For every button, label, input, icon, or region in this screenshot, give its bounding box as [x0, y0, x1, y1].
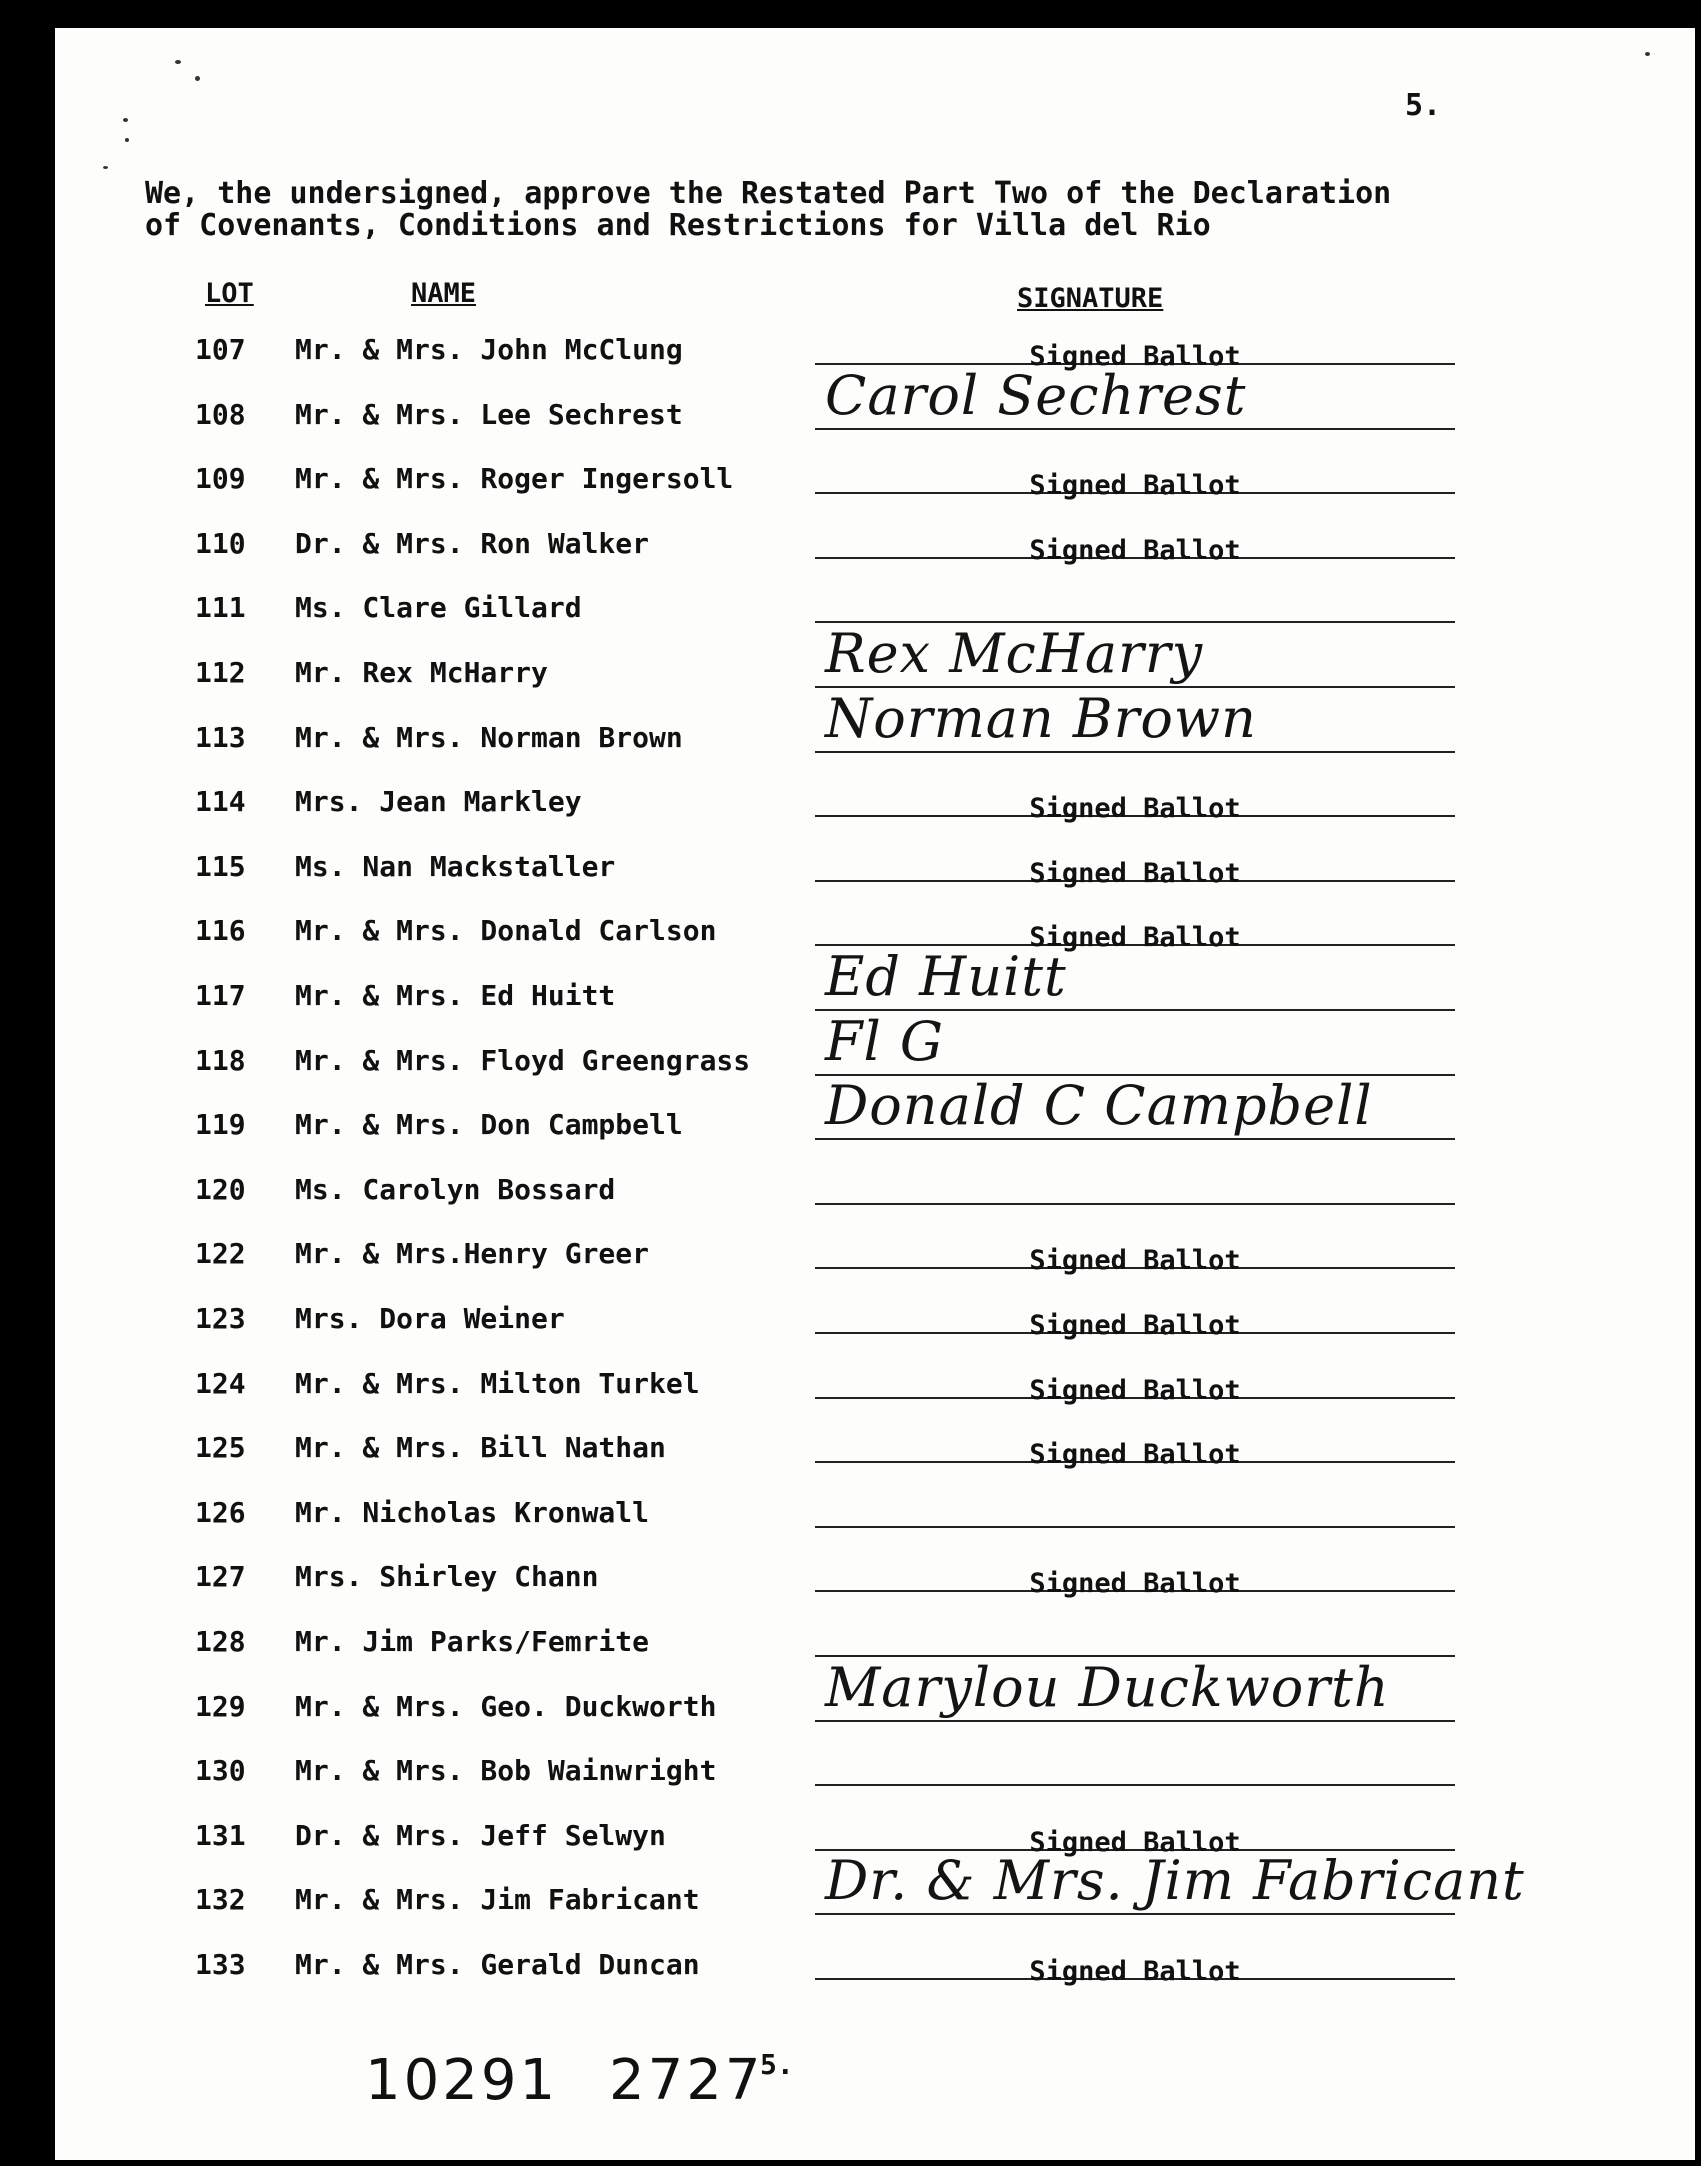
owner-name: Mrs. Dora Weiner	[295, 1302, 565, 1335]
footer-page-number: 5.	[760, 2048, 794, 2081]
signature-status: Signed Ballot	[1029, 341, 1241, 372]
table-row	[55, 1237, 1695, 1301]
owner-name: Mr. & Mrs. Milton Turkel	[295, 1367, 700, 1400]
intro-line-1: We, the undersigned, approve the Restated Part Two of the Declaration	[145, 176, 1392, 211]
table-row	[55, 1367, 1695, 1431]
intro-paragraph	[145, 178, 1645, 242]
table-row	[55, 1302, 1695, 1366]
owner-name: Mrs. Shirley Chann	[295, 1560, 599, 1593]
handwritten-signature: Donald C Campbell	[825, 1074, 1373, 1137]
lot-number: 128	[195, 1625, 246, 1658]
table-row	[55, 462, 1695, 526]
signature-line	[815, 1720, 1455, 1722]
document-page	[55, 28, 1695, 2160]
owner-name: Mr. & Mrs. Norman Brown	[295, 721, 683, 754]
owner-name: Mr. & Mrs. Geo. Duckworth	[295, 1690, 717, 1723]
owner-name: Mr. & Mrs. Floyd Greengrass	[295, 1044, 751, 1077]
signature-status: Signed Ballot	[1029, 470, 1241, 501]
lot-number: 127	[195, 1560, 246, 1593]
lot-number: 125	[195, 1431, 246, 1464]
document-number: 10291 2727	[365, 2048, 764, 2113]
header-lot: LOT	[205, 278, 254, 309]
table-row	[55, 1656, 1695, 1754]
owner-name: Mr. & Mrs. Lee Sechrest	[295, 398, 683, 431]
signature-status: Signed Ballot	[1029, 1827, 1241, 1858]
owner-name: Mr. & Mrs. Roger Ingersoll	[295, 462, 734, 495]
table-row	[55, 1560, 1695, 1624]
lot-number: 122	[195, 1237, 246, 1270]
signature-line	[815, 1526, 1455, 1528]
table-row	[55, 1754, 1695, 1818]
table-row	[55, 1173, 1695, 1237]
signature-status: Signed Ballot	[1029, 1245, 1241, 1276]
table-row	[55, 850, 1695, 914]
page-number: 5.	[1405, 88, 1442, 123]
handwritten-signature: Rex McHarry	[825, 622, 1204, 685]
handwritten-signature: Norman Brown	[825, 687, 1257, 750]
owner-name: Dr. & Mrs. Ron Walker	[295, 527, 650, 560]
owner-name: Mr. & Mrs. Don Campbell	[295, 1108, 683, 1141]
owner-name: Mr. & Mrs. Gerald Duncan	[295, 1948, 700, 1981]
table-row	[55, 1849, 1695, 1947]
table-row	[55, 785, 1695, 849]
handwritten-signature: Carol Sechrest	[825, 364, 1247, 427]
signature-line	[815, 428, 1455, 430]
lot-number: 115	[195, 850, 246, 883]
signature-line	[815, 1203, 1455, 1205]
table-row	[55, 1496, 1695, 1560]
lot-number: 126	[195, 1496, 246, 1529]
lot-number: 109	[195, 462, 246, 495]
lot-number: 110	[195, 527, 246, 560]
signature-status: Signed Ballot	[1029, 922, 1241, 953]
signature-line	[815, 1913, 1455, 1915]
lot-number: 132	[195, 1883, 246, 1916]
lot-number: 129	[195, 1690, 246, 1723]
lot-number: 123	[195, 1302, 246, 1335]
header-signature: SIGNATURE	[1017, 283, 1164, 314]
table-row	[55, 527, 1695, 591]
lot-number: 116	[195, 914, 246, 947]
owner-name: Mr. & Mrs. Donald Carlson	[295, 914, 717, 947]
owner-name: Mr. Rex McHarry	[295, 656, 548, 689]
table-row	[55, 687, 1695, 785]
owner-name: Mr. & Mrs. John McClung	[295, 333, 683, 366]
lot-number: 107	[195, 333, 246, 366]
lot-number: 124	[195, 1367, 246, 1400]
table-row	[55, 1074, 1695, 1172]
lot-number: 117	[195, 979, 246, 1012]
handwritten-signature: Fl G	[825, 1010, 945, 1073]
owner-name: Mr. & Mrs. Jim Fabricant	[295, 1883, 700, 1916]
owner-name: Dr. & Mrs. Jeff Selwyn	[295, 1819, 666, 1852]
handwritten-signature: Marylou Duckworth	[825, 1656, 1390, 1719]
owner-name: Mr. Jim Parks/Femrite	[295, 1625, 650, 1658]
owner-name: Mr. Nicholas Kronwall	[295, 1496, 650, 1529]
signature-status: Signed Ballot	[1029, 1375, 1241, 1406]
signature-line	[815, 1138, 1455, 1140]
header-name: NAME	[411, 278, 477, 309]
signature-status: Signed Ballot	[1029, 1439, 1241, 1470]
signature-status: Signed Ballot	[1029, 858, 1241, 889]
handwritten-signature: Dr. & Mrs. Jim Fabricant	[825, 1849, 1525, 1912]
table-row	[55, 1431, 1695, 1495]
lot-number: 120	[195, 1173, 246, 1206]
lot-number: 131	[195, 1819, 246, 1852]
signature-status: Signed Ballot	[1029, 1568, 1241, 1599]
owner-name: Ms. Clare Gillard	[295, 591, 582, 624]
owner-name: Mr. & Mrs.Henry Greer	[295, 1237, 650, 1270]
signature-status: Signed Ballot	[1029, 1956, 1241, 1987]
lot-number: 133	[195, 1948, 246, 1981]
signature-status: Signed Ballot	[1029, 535, 1241, 566]
signature-status: Signed Ballot	[1029, 793, 1241, 824]
owner-name: Mrs. Jean Markley	[295, 785, 582, 818]
signature-line	[815, 1784, 1455, 1786]
lot-number: 111	[195, 591, 246, 624]
signature-line	[815, 751, 1455, 753]
lot-number: 113	[195, 721, 246, 754]
handwritten-signature: Ed Huitt	[825, 945, 1067, 1008]
lot-number: 114	[195, 785, 246, 818]
lot-number: 118	[195, 1044, 246, 1077]
owner-name: Mr. & Mrs. Bill Nathan	[295, 1431, 666, 1464]
lot-number: 108	[195, 398, 246, 431]
signature-status: Signed Ballot	[1029, 1310, 1241, 1341]
lot-number: 112	[195, 656, 246, 689]
lot-number: 119	[195, 1108, 246, 1141]
owner-name: Ms. Carolyn Bossard	[295, 1173, 616, 1206]
table-row	[55, 1948, 1695, 2012]
intro-line-2: of Covenants, Conditions and Restrictions for Villa del Rio	[145, 208, 1211, 243]
owner-name: Ms. Nan Mackstaller	[295, 850, 616, 883]
table-row	[55, 364, 1695, 462]
owner-name: Mr. & Mrs. Bob Wainwright	[295, 1754, 717, 1787]
owner-name: Mr. & Mrs. Ed Huitt	[295, 979, 616, 1012]
lot-number: 130	[195, 1754, 246, 1787]
